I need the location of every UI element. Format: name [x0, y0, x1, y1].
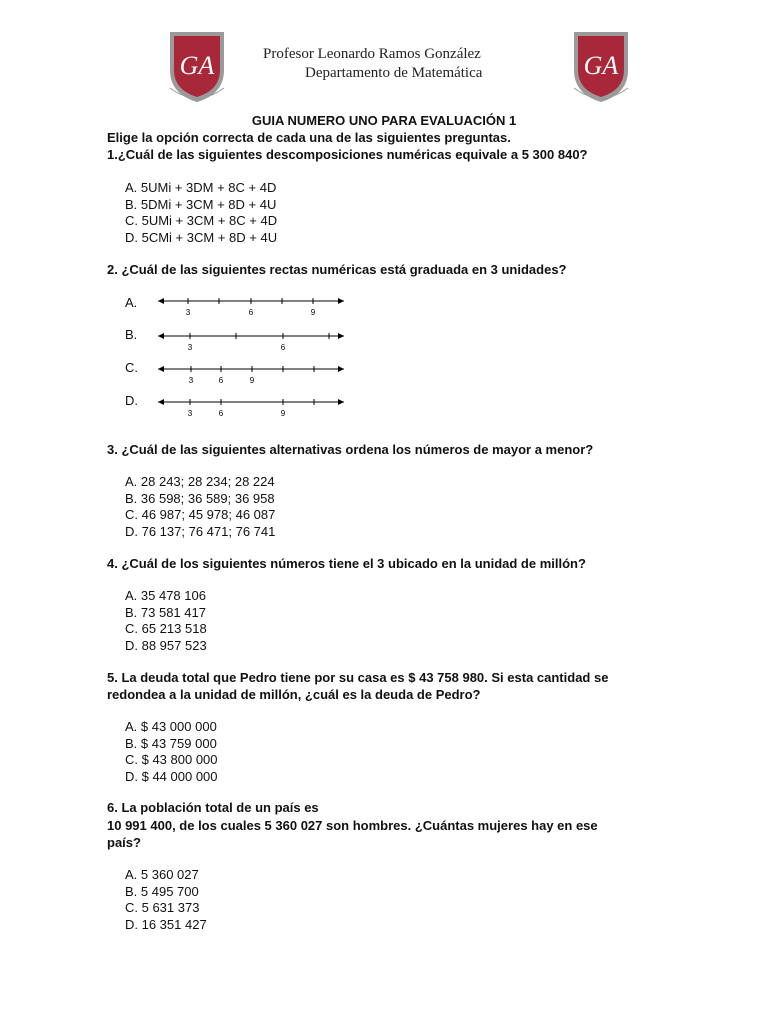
question-4: 4. ¿Cuál de los siguientes números tiene el 3 ubicado en la unidad de millón? [107, 556, 586, 571]
tick-label: 6 [280, 343, 286, 350]
question-6-line-1: 6. La población total de un país es [107, 800, 319, 815]
number-line-b [154, 328, 349, 350]
q3-option-d: D. 76 137; 76 471; 76 741 [125, 524, 276, 539]
tick-label: 9 [310, 308, 316, 315]
q5-option-c: C. $ 43 800 000 [125, 752, 218, 767]
question-2: 2. ¿Cuál de las siguientes rectas numéricas está graduada en 3 unidades? [107, 262, 567, 277]
document-title: GUIA NUMERO UNO PARA EVALUACIÓN 1 [251, 113, 517, 128]
logo-initials: GA [583, 51, 619, 80]
q3-option-a: A. 28 243; 28 234; 28 224 [125, 474, 275, 489]
tick-label: 6 [218, 409, 224, 416]
instruction: Elige la opción correcta de cada una de las siguientes preguntas. [107, 130, 511, 145]
q4-option-b: B. 73 581 417 [125, 605, 206, 620]
tick-label: 6 [248, 308, 254, 315]
q2-option-b: B. [125, 327, 138, 342]
q2-option-c: C. [125, 360, 138, 375]
tick-label: 3 [187, 343, 193, 350]
q4-option-d: D. 88 957 523 [125, 638, 207, 653]
q3-option-b: B. 36 598; 36 589; 36 958 [125, 491, 275, 506]
tick-label: 3 [187, 409, 193, 416]
number-line-a [154, 293, 349, 315]
q1-option-b: B. 5DMi + 3CM + 8D + 4U [125, 197, 277, 212]
q5-option-d: D. $ 44 000 000 [125, 769, 218, 784]
q5-option-a: A. $ 43 000 000 [125, 719, 217, 734]
teacher-name: Profesor Leonardo Ramos González [263, 46, 481, 62]
tick-label: 3 [188, 376, 194, 383]
tick-label: 6 [218, 376, 224, 383]
tick-label: 3 [185, 308, 191, 315]
tick-label: 9 [280, 409, 286, 416]
q4-option-a: A. 35 478 106 [125, 588, 206, 603]
question-5-line-2: redondea a la unidad de millón, ¿cuál es la deuda de Pedro? [107, 687, 481, 702]
q6-option-b: B. 5 495 700 [125, 884, 199, 899]
q2-option-d: D. [125, 393, 138, 408]
q4-option-c: C. 65 213 518 [125, 621, 207, 636]
number-line-d [154, 394, 349, 416]
q1-option-a: A. 5UMi + 3DM + 8C + 4D [125, 180, 277, 195]
q5-option-b: B. $ 43 759 000 [125, 736, 217, 751]
question-3: 3. ¿Cuál de las siguientes alternativas ordena los números de mayor a menor? [107, 442, 594, 457]
department-name: Departamento de Matemática [305, 65, 483, 81]
q6-option-c: C. 5 631 373 [125, 900, 200, 915]
question-1: 1.¿Cuál de las siguientes descomposiciones numéricas equivale a 5 300 840? [107, 147, 588, 162]
logo-initials: GA [179, 51, 215, 80]
question-6-line-3: país? [107, 835, 141, 850]
question-6-line-2: 10 991 400, de los cuales 5 360 027 son hombres. ¿Cuántas mujeres hay en ese [107, 818, 598, 833]
q1-option-d: D. 5CMi + 3CM + 8D + 4U [125, 230, 278, 245]
school-logo-right [570, 28, 632, 104]
school-logo-left [166, 28, 228, 104]
tick-label: 9 [249, 376, 255, 383]
q3-option-c: C. 46 987; 45 978; 46 087 [125, 507, 276, 522]
q6-option-a: A. 5 360 027 [125, 867, 199, 882]
question-5-line-1: 5. La deuda total que Pedro tiene por su casa es $ 43 758 980. Si esta cantidad se [107, 670, 609, 685]
q1-option-c: C. 5UMi + 3CM + 8C + 4D [125, 213, 278, 228]
q2-option-a: A. [125, 295, 138, 310]
q6-option-d: D. 16 351 427 [125, 917, 207, 932]
number-line-c [154, 361, 349, 383]
